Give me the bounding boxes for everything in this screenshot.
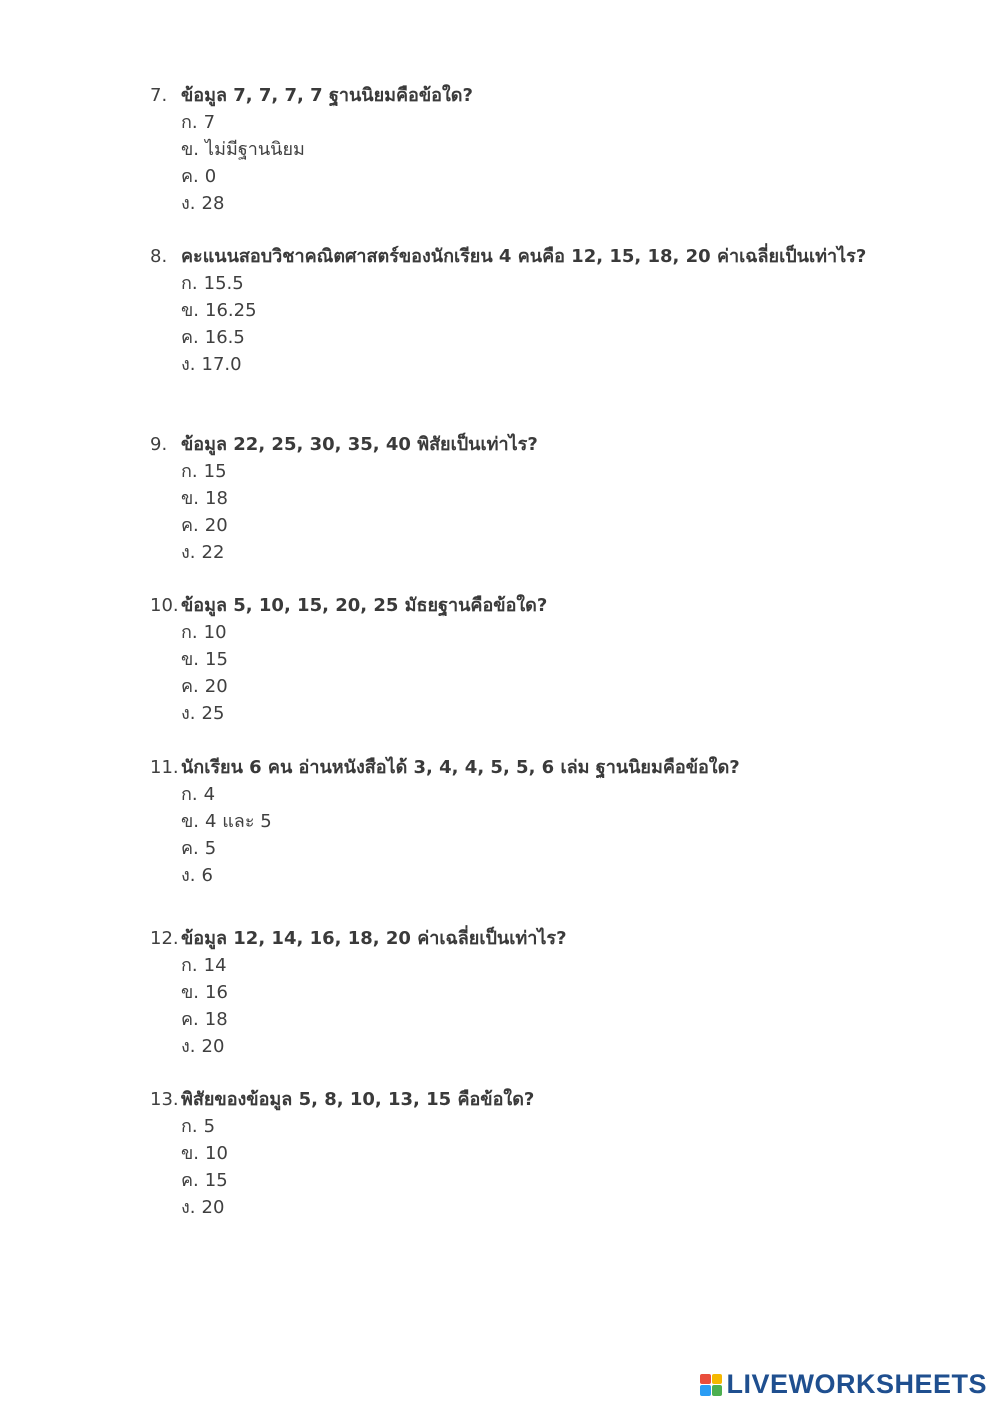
option-a[interactable] bbox=[181, 952, 890, 979]
option-letter: ง. bbox=[181, 542, 196, 563]
option-letter: ค. bbox=[181, 327, 199, 348]
option-a[interactable] bbox=[181, 109, 890, 136]
option-value: 7 bbox=[203, 112, 216, 133]
option-value: 15 bbox=[203, 461, 227, 482]
option-value: 5 bbox=[203, 1116, 216, 1137]
option-letter: ข. bbox=[181, 300, 200, 321]
option-c[interactable] bbox=[181, 163, 890, 190]
option-a[interactable] bbox=[181, 270, 890, 297]
option-b[interactable] bbox=[181, 297, 890, 324]
option-value: 25 bbox=[201, 703, 225, 724]
option-value: 10 bbox=[203, 622, 227, 643]
question-8 bbox=[150, 243, 890, 378]
option-c[interactable] bbox=[181, 512, 890, 539]
option-letter: ก. bbox=[181, 955, 198, 976]
option-b[interactable] bbox=[181, 485, 890, 512]
option-value: 16.5 bbox=[204, 327, 245, 348]
question-text: ข้อมูล 12, 14, 16, 18, 20 ค่าเฉลี่ยเป็นเท่าไร? bbox=[181, 928, 567, 949]
liveworksheets-brand[interactable] bbox=[700, 1369, 987, 1400]
option-c[interactable] bbox=[181, 1167, 890, 1194]
option-letter: ค. bbox=[181, 838, 199, 859]
option-letter: ก. bbox=[181, 112, 198, 133]
option-value: 20 bbox=[201, 1036, 225, 1057]
option-letter: ค. bbox=[181, 676, 199, 697]
option-letter: ก. bbox=[181, 784, 198, 805]
option-b[interactable] bbox=[181, 646, 890, 673]
question-12 bbox=[150, 925, 890, 1060]
option-b[interactable] bbox=[181, 979, 890, 1006]
option-value: 28 bbox=[201, 193, 225, 214]
question-number: 11. bbox=[150, 757, 179, 778]
option-a[interactable] bbox=[181, 1113, 890, 1140]
question-text: นักเรียน 6 คน อ่านหนังสือได้ 3, 4, 4, 5, 5, 6 เล่ม ฐานนิยมคือข้อใด? bbox=[181, 757, 740, 778]
option-letter: ค. bbox=[181, 515, 199, 536]
option-d[interactable] bbox=[181, 351, 890, 378]
logo-square bbox=[712, 1385, 723, 1396]
option-b[interactable] bbox=[181, 1140, 890, 1167]
option-d[interactable] bbox=[181, 1033, 890, 1060]
option-value: 4 และ 5 bbox=[205, 811, 272, 832]
option-c[interactable] bbox=[181, 835, 890, 862]
option-d[interactable] bbox=[181, 539, 890, 566]
option-value: 6 bbox=[201, 865, 213, 886]
option-letter: ง. bbox=[181, 703, 196, 724]
option-letter: ค. bbox=[181, 166, 199, 187]
option-letter: ข. bbox=[181, 982, 200, 1003]
option-letter: ข. bbox=[181, 488, 200, 509]
option-value: 10 bbox=[205, 1143, 228, 1164]
option-letter: ค. bbox=[181, 1170, 199, 1191]
question-number: 9. bbox=[150, 434, 168, 455]
question-7 bbox=[150, 82, 890, 217]
option-b[interactable] bbox=[181, 808, 890, 835]
option-d[interactable] bbox=[181, 862, 890, 889]
option-value: 5 bbox=[204, 838, 217, 859]
option-value: 20 bbox=[201, 1197, 225, 1218]
question-text: พิสัยของข้อมูล 5, 8, 10, 13, 15 คือข้อใด? bbox=[181, 1089, 535, 1110]
option-letter: ง. bbox=[181, 354, 196, 375]
question-text: คะแนนสอบวิชาคณิตศาสตร์ของนักเรียน 4 คนคือ 12, 15, 18, 20 ค่าเฉลี่ยเป็นเท่าไร? bbox=[181, 246, 867, 267]
option-letter: ก. bbox=[181, 273, 198, 294]
question-number: 13. bbox=[150, 1089, 179, 1110]
option-value: ไม่มีฐานนิยม bbox=[205, 139, 305, 160]
logo-square bbox=[712, 1374, 723, 1385]
question-text: ข้อมูล 5, 10, 15, 20, 25 มัธยฐานคือข้อใด? bbox=[181, 595, 548, 616]
option-d[interactable] bbox=[181, 190, 890, 217]
option-letter: ง. bbox=[181, 1036, 196, 1057]
option-value: 16 bbox=[205, 982, 228, 1003]
option-letter: ง. bbox=[181, 1197, 196, 1218]
question-9 bbox=[150, 431, 890, 566]
question-number: 10. bbox=[150, 595, 179, 616]
option-value: 4 bbox=[203, 784, 216, 805]
option-a[interactable] bbox=[181, 458, 890, 485]
question-text: ข้อมูล 22, 25, 30, 35, 40 พิสัยเป็นเท่าไร? bbox=[181, 434, 538, 455]
option-c[interactable] bbox=[181, 1006, 890, 1033]
option-value: 17.0 bbox=[201, 354, 242, 375]
option-b[interactable] bbox=[181, 136, 890, 163]
option-value: 15.5 bbox=[203, 273, 244, 294]
option-value: 16.25 bbox=[205, 300, 257, 321]
option-letter: ข. bbox=[181, 1143, 200, 1164]
option-value: 18 bbox=[205, 488, 228, 509]
brand-name: LIVEWORKSHEETS bbox=[726, 1369, 987, 1399]
option-letter: ข. bbox=[181, 139, 200, 160]
option-d[interactable] bbox=[181, 1194, 890, 1221]
liveworksheets-logo-icon bbox=[700, 1374, 722, 1396]
option-c[interactable] bbox=[181, 673, 890, 700]
option-letter: ง. bbox=[181, 865, 196, 886]
option-value: 14 bbox=[203, 955, 227, 976]
option-letter: ข. bbox=[181, 811, 200, 832]
option-letter: ก. bbox=[181, 461, 198, 482]
option-letter: ข. bbox=[181, 649, 200, 670]
option-c[interactable] bbox=[181, 324, 890, 351]
option-letter: ง. bbox=[181, 193, 196, 214]
logo-square bbox=[700, 1374, 711, 1385]
question-text: ข้อมูล 7, 7, 7, 7 ฐานนิยมคือข้อใด? bbox=[181, 85, 473, 106]
option-value: 0 bbox=[204, 166, 217, 187]
option-letter: ค. bbox=[181, 1009, 199, 1030]
option-value: 22 bbox=[201, 542, 225, 563]
option-letter: ก. bbox=[181, 622, 198, 643]
question-number: 8. bbox=[150, 246, 168, 267]
option-value: 20 bbox=[204, 676, 228, 697]
option-value: 15 bbox=[205, 649, 228, 670]
option-value: 15 bbox=[204, 1170, 228, 1191]
option-value: 20 bbox=[204, 515, 228, 536]
option-value: 18 bbox=[204, 1009, 228, 1030]
question-number: 7. bbox=[150, 85, 168, 106]
option-d[interactable] bbox=[181, 700, 890, 727]
option-a[interactable] bbox=[181, 619, 890, 646]
option-letter: ก. bbox=[181, 1116, 198, 1137]
question-10 bbox=[150, 592, 890, 727]
question-13 bbox=[150, 1086, 890, 1221]
option-a[interactable] bbox=[181, 781, 890, 808]
question-11 bbox=[150, 754, 890, 889]
question-number: 12. bbox=[150, 928, 179, 949]
logo-square bbox=[700, 1385, 711, 1396]
